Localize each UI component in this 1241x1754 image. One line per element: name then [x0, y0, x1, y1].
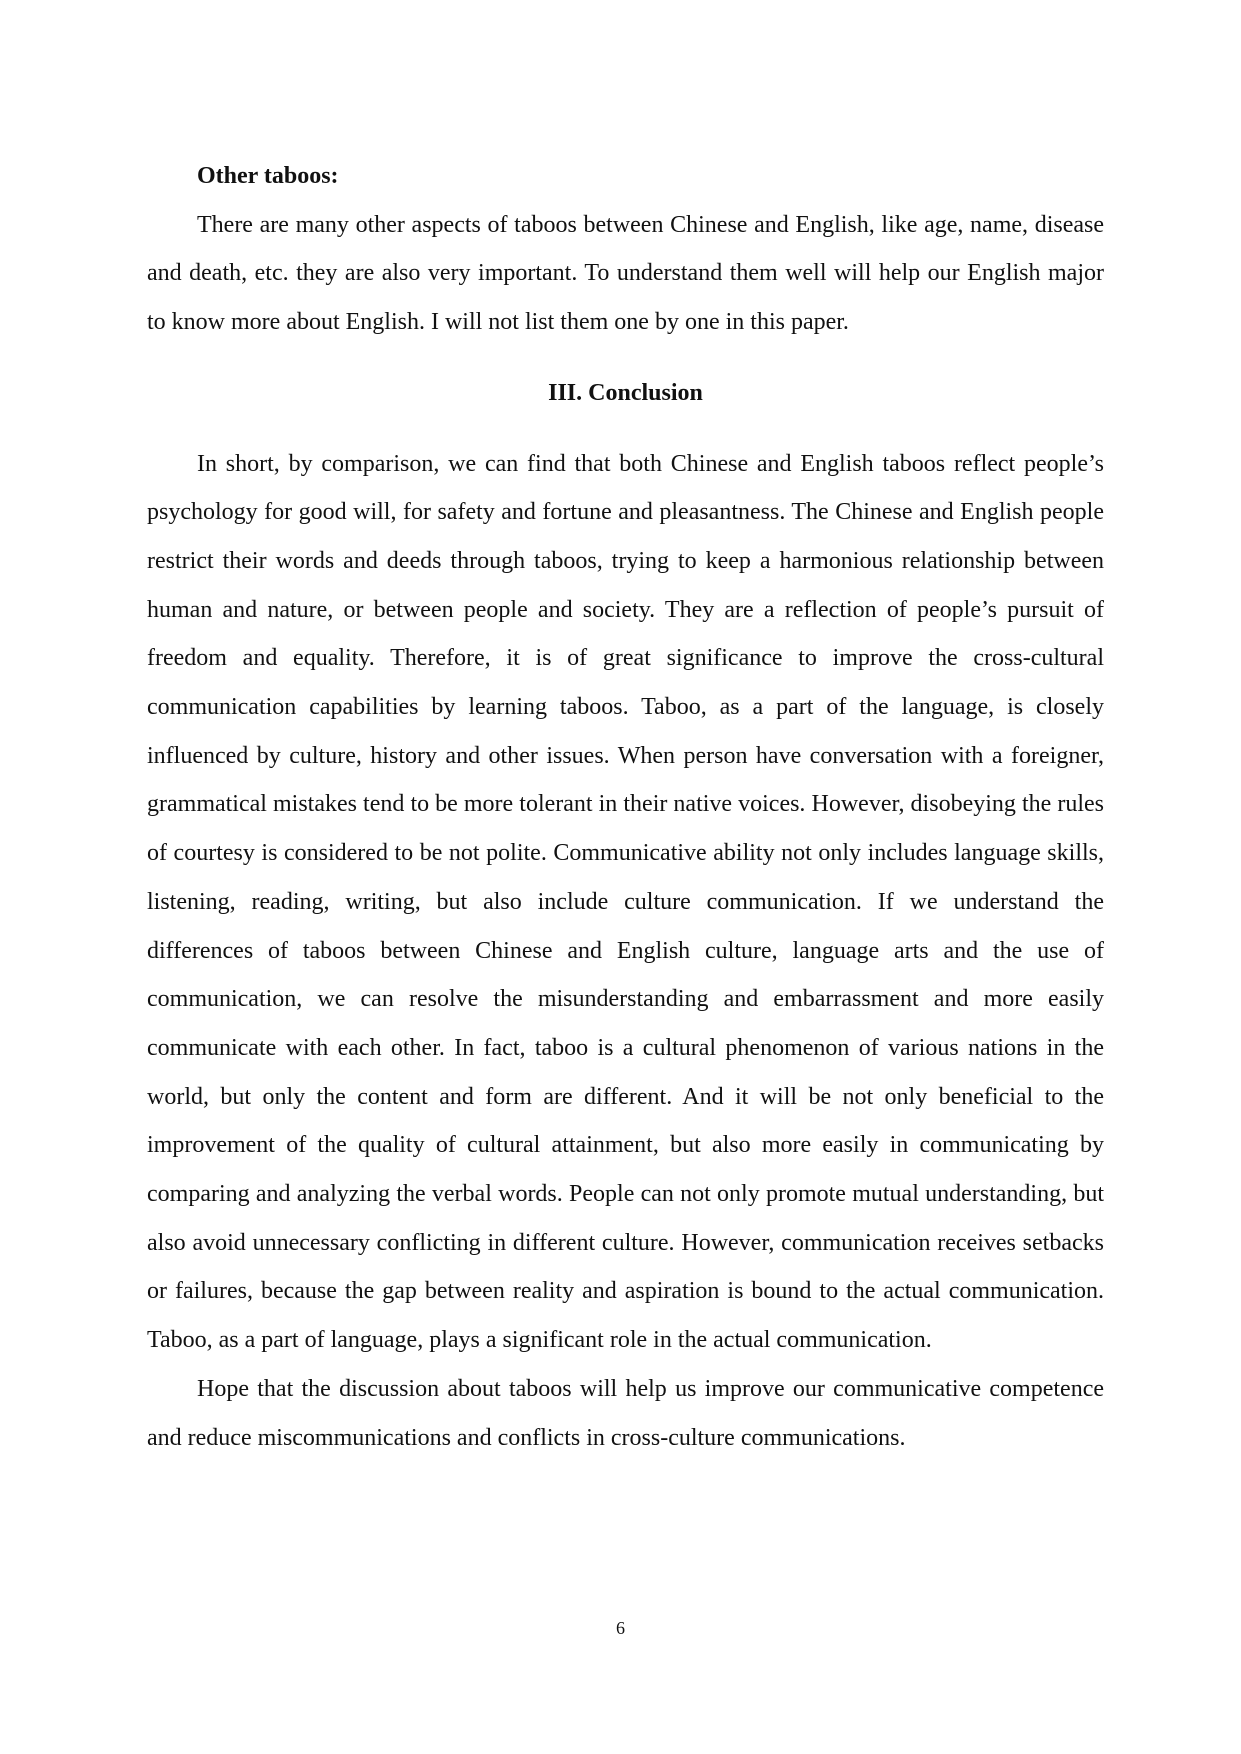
other-taboos-paragraph: There are many other aspects of taboos between Chinese and English, like age, name, disease and death, etc. they are also very important. To understand them well will help our English major to know more about English. I will not list them one by one in this paper. [147, 211, 1104, 336]
page-number: 6 [616, 1618, 625, 1638]
conclusion-heading: III. Conclusion [548, 379, 703, 406]
page-body [147, 152, 1104, 1462]
conclusion-paragraph-2: Hope that the discussion about taboos will help us improve our communicative competence and reduce miscommunications and conflicts in cross-culture communications. [147, 1375, 1104, 1451]
other-taboos-heading: Other taboos: [197, 163, 339, 189]
conclusion-paragraph-1: In short, by comparison, we can find that both Chinese and English taboos reflect people’s psychology for good will, for safety and fortune and pleasantness. The Chinese and English people restrict their words and deeds through taboos, trying to keep a harmonious relationship between human and nature, or between people and society. They are a reflection of people’s pursuit of freedom and equality. Therefore, it is of great significance to improve the cross-cultural communication capabilities by learning taboos. Taboo, as a part of the language, is closely influenced by culture, history and other issues. When person have conversation with a foreigner, grammatical mistakes tend to be more tolerant in their native voices. However, disobeying the rules of courtesy is considered to be not polite. Communicative ability not only includes language skills, listening, reading, writing, but also include culture communication. If we understand the differences of taboos between Chinese and English culture, language arts and the use of communication, we can resolve the misunderstanding and embarrassment and more easily communicate with each other. In fact, taboo is a cultural phenomenon of various nations in the world, but only the content and form are different. And it will be not only beneficial to the improvement of the quality of cultural attainment, but also more easily in communicating by comparing and analyzing the verbal words. People can not only promote mutual understanding, but also avoid unnecessary conflicting in different culture. However, communication receives setbacks or failures, because the gap between reality and aspiration is bound to the actual communication. Taboo, as a part of language, plays a significant role in the actual communication. [147, 450, 1104, 1354]
